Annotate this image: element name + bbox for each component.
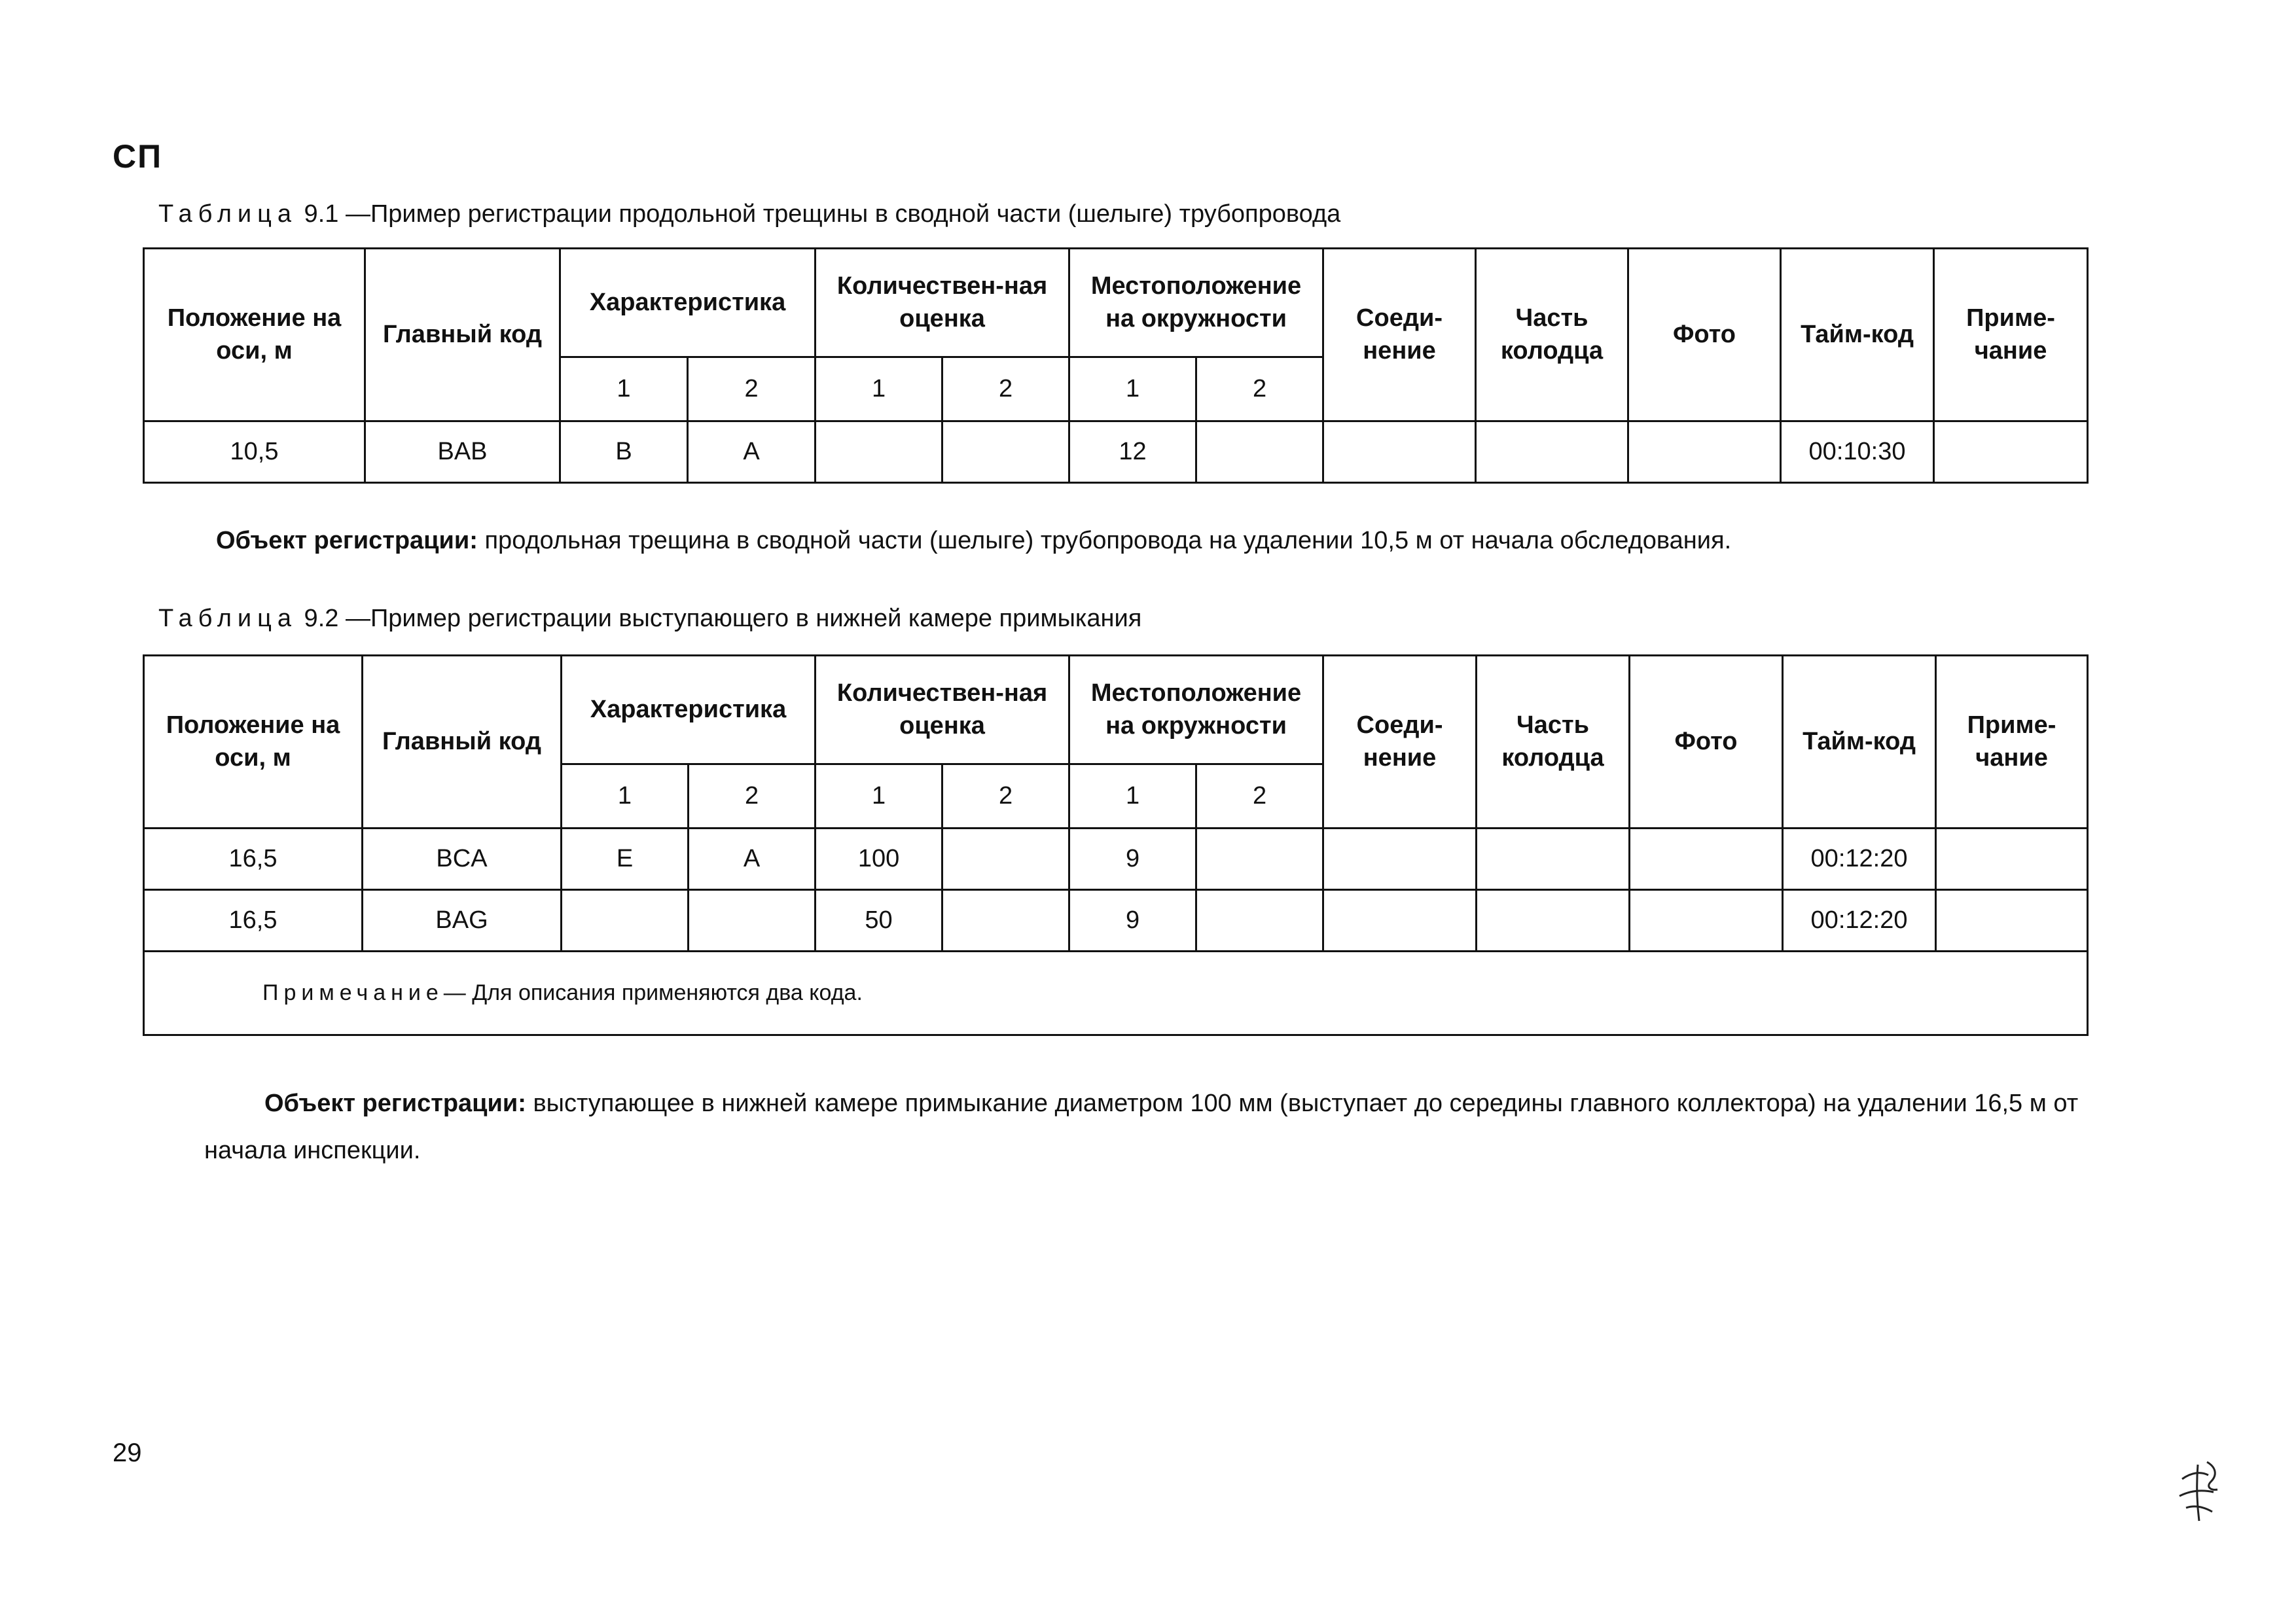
header-timecode: Тайм-код (1783, 656, 1936, 829)
header-characteristic: Характеристика (562, 656, 816, 764)
table-1-caption (158, 200, 1340, 228)
header-photo: Фото (1628, 249, 1781, 421)
registration-object-paragraph-2 (204, 1080, 2089, 1174)
header-well-part: Часть колодца (1477, 656, 1630, 829)
cell-joint (1323, 890, 1477, 952)
subheader-location-1: 1 (1069, 357, 1196, 421)
document-code: СП (113, 138, 163, 175)
cell-timecode: 00:12:20 (1783, 829, 1936, 890)
registration-object-paragraph-1 (216, 517, 1731, 564)
cell-photo (1630, 890, 1783, 952)
subheader-quantitative-2: 2 (942, 357, 1069, 421)
cell-main-code: BCA (363, 829, 562, 890)
handwritten-signature (2174, 1453, 2227, 1525)
cell-characteristic-2: A (689, 829, 816, 890)
cell-location-2 (1196, 829, 1323, 890)
cell-photo (1630, 829, 1783, 890)
cell-quantitative-2 (942, 421, 1069, 483)
cell-location-2 (1196, 890, 1323, 952)
cell-main-code: BAB (365, 421, 560, 483)
table-row (144, 890, 2088, 952)
cell-well-part (1476, 421, 1628, 483)
table-header-row (144, 656, 2088, 764)
cell-characteristic-2: A (688, 421, 816, 483)
cell-note (1936, 829, 2088, 890)
table-1-caption-prefix: Таблица (158, 200, 297, 228)
cell-quantitative-1 (816, 421, 942, 483)
cell-position: 10,5 (144, 421, 365, 483)
cell-position: 16,5 (144, 829, 363, 890)
header-note: Приме-чание (1936, 656, 2088, 829)
subheader-quantitative-2: 2 (942, 764, 1069, 829)
cell-location-1: 9 (1069, 829, 1196, 890)
cell-note (1936, 890, 2088, 952)
subheader-quantitative-1: 1 (816, 357, 942, 421)
cell-timecode: 00:10:30 (1781, 421, 1934, 483)
subheader-location-2: 2 (1196, 764, 1323, 829)
cell-location-1: 9 (1069, 890, 1196, 952)
table-header-row (144, 249, 2088, 357)
cell-position: 16,5 (144, 890, 363, 952)
page-number: 29 (113, 1438, 142, 1467)
cell-location-1: 12 (1069, 421, 1196, 483)
cell-timecode: 00:12:20 (1783, 890, 1936, 952)
subheader-characteristic-2: 2 (689, 764, 816, 829)
cell-main-code: BAG (363, 890, 562, 952)
cell-characteristic-2 (689, 890, 816, 952)
cell-characteristic-1: E (562, 829, 689, 890)
header-joint: Соеди-нение (1323, 656, 1477, 829)
subheader-characteristic-1: 1 (560, 357, 688, 421)
table-2-caption-text: 9.2 —Пример регистрации выступающего в нижней камере примыкания (297, 605, 1142, 632)
table-note-text: — Для описания применяются два кода. (443, 980, 863, 1006)
subheader-characteristic-2: 2 (688, 357, 816, 421)
header-location: Местоположение на окружности (1069, 249, 1323, 357)
subheader-quantitative-1: 1 (816, 764, 942, 829)
header-characteristic: Характеристика (560, 249, 816, 357)
cell-quantitative-1: 50 (816, 890, 942, 952)
table-1-caption-text: 9.1 —Пример регистрации продольной трещины в сводной части (шелыге) трубопровода (297, 200, 1341, 228)
table-note (144, 952, 2088, 1035)
header-photo: Фото (1630, 656, 1783, 829)
registration-object-label: Объект регистрации: (264, 1090, 526, 1117)
cell-characteristic-1: B (560, 421, 688, 483)
header-position: Положение на оси, м (144, 656, 363, 829)
table-row (144, 829, 2088, 890)
header-timecode: Тайм-код (1781, 249, 1934, 421)
table-2-caption (158, 605, 1141, 633)
cell-characteristic-1 (562, 890, 689, 952)
header-main-code: Главный код (363, 656, 562, 829)
header-position: Положение на оси, м (144, 249, 365, 421)
cell-joint (1323, 829, 1477, 890)
table-row (144, 421, 2088, 483)
cell-quantitative-1: 100 (816, 829, 942, 890)
header-main-code: Главный код (365, 249, 560, 421)
registration-object-label: Объект регистрации: (216, 527, 478, 554)
cell-quantitative-2 (942, 890, 1069, 952)
registration-table-2 (143, 654, 2089, 1036)
header-note: Приме-чание (1934, 249, 2088, 421)
cell-location-2 (1196, 421, 1323, 483)
subheader-location-1: 1 (1069, 764, 1196, 829)
cell-photo (1628, 421, 1781, 483)
cell-well-part (1477, 829, 1630, 890)
table-2-caption-prefix: Таблица (158, 605, 297, 632)
registration-object-text: продольная трещина в сводной части (шелыге) трубопровода на удалении 10,5 м от начала обследования. (477, 527, 1732, 554)
header-quantitative: Количествен-ная оценка (816, 249, 1069, 357)
cell-quantitative-2 (942, 829, 1069, 890)
registration-table-1 (143, 247, 2089, 484)
registration-object-text: выступающее в нижней камере примыкание диаметром 100 мм (выступает до середины главного коллектора) на удалении 16,5 м от начала инспекции. (204, 1090, 2079, 1164)
header-quantitative: Количествен-ная оценка (816, 656, 1069, 764)
cell-note (1934, 421, 2088, 483)
table-note-row (144, 952, 2088, 1035)
subheader-location-2: 2 (1196, 357, 1323, 421)
header-location: Местоположение на окружности (1069, 656, 1323, 764)
table-note-prefix: Примечание (262, 980, 444, 1006)
cell-joint (1323, 421, 1476, 483)
cell-well-part (1477, 890, 1630, 952)
header-well-part: Часть колодца (1476, 249, 1628, 421)
subheader-characteristic-1: 1 (562, 764, 689, 829)
header-joint: Соеди-нение (1323, 249, 1476, 421)
